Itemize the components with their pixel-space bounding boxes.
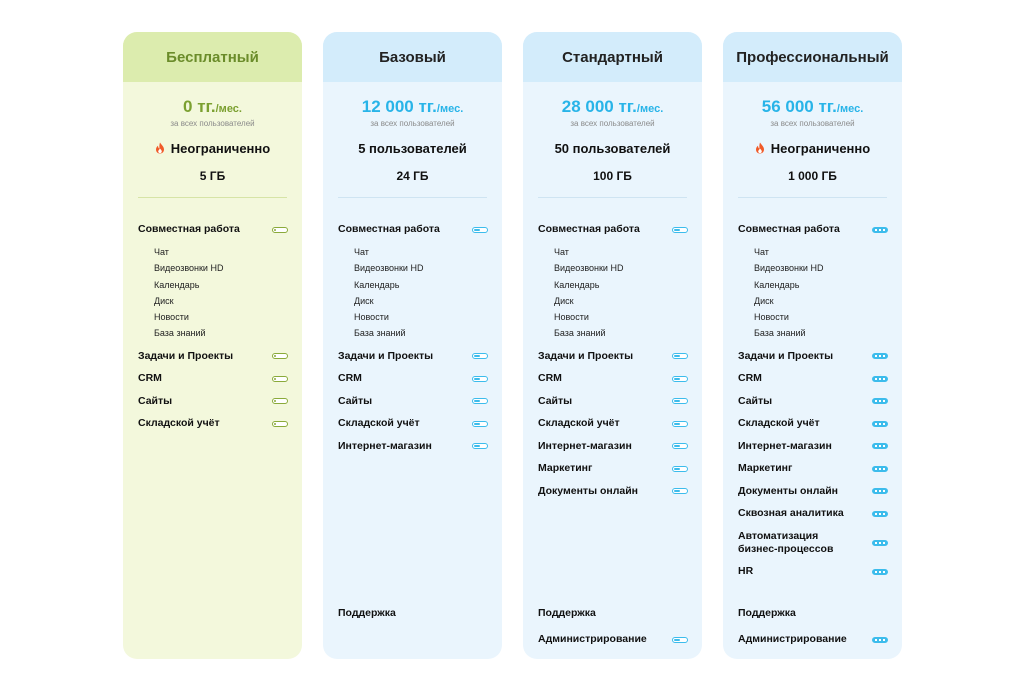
- collab-subfeatures: [354, 244, 488, 342]
- subfeature-item: Видеозвонки HD: [154, 263, 224, 274]
- feature-list: [538, 223, 688, 498]
- feature-label: Документы онлайн: [538, 484, 639, 497]
- feature-item: [738, 485, 888, 498]
- subfeature-item: Чат: [554, 247, 569, 257]
- feature-label: CRM: [538, 372, 562, 385]
- level-toggle-icon: [872, 421, 888, 427]
- plan-users: [323, 139, 502, 157]
- feature-label: Сайты: [738, 394, 773, 407]
- feature-label: Совместная работа: [338, 223, 440, 235]
- level-toggle-icon: [872, 466, 888, 472]
- level-toggle-icon: [872, 227, 888, 233]
- plan-free: [123, 32, 302, 659]
- price-note: за всех пользователей: [170, 119, 255, 128]
- feature-item: [338, 417, 488, 430]
- subfeature-item: Диск: [754, 295, 774, 306]
- level-toggle-icon: [872, 637, 888, 643]
- feature-item: [538, 350, 688, 363]
- price-value: 28 000 тг.: [561, 97, 637, 116]
- feature-label: Интернет-магазин: [738, 439, 832, 452]
- plan-price: [523, 98, 702, 118]
- feature-item: [538, 417, 688, 430]
- level-toggle-icon: [272, 421, 288, 427]
- level-toggle-icon: [872, 398, 888, 404]
- level-toggle-icon: [272, 376, 288, 382]
- plan-professional: [723, 32, 902, 659]
- divider: [138, 197, 287, 198]
- feature-collab: [538, 223, 688, 236]
- level-toggle-icon: [272, 398, 288, 404]
- feature-item: [338, 372, 488, 385]
- subfeature-item: Видеозвонки HD: [354, 263, 424, 274]
- level-toggle-icon: [872, 376, 888, 382]
- feature-label: Сайты: [138, 394, 173, 407]
- subfeature-item: Диск: [154, 295, 174, 306]
- feature-label: Поддержка: [738, 607, 796, 619]
- subfeature-item: База знаний: [354, 328, 406, 339]
- level-toggle-icon: [872, 443, 888, 449]
- plan-storage: 5 ГБ: [199, 169, 226, 183]
- feature-label: Задачи и Проекты: [138, 349, 234, 362]
- subfeature-item: База знаний: [754, 328, 806, 339]
- plan-users: [723, 139, 902, 157]
- feature-item: [138, 417, 288, 430]
- feature-label: Автоматизация бизнес-процессов: [738, 529, 834, 555]
- subfeature-item: Видеозвонки HD: [754, 263, 824, 274]
- subfeature-item: Диск: [554, 295, 574, 306]
- feature-label: Складской учёт: [338, 417, 420, 430]
- level-toggle-icon: [672, 353, 688, 359]
- plan-title: Профессиональный: [723, 32, 902, 82]
- users-label: Неограниченно: [770, 140, 871, 156]
- feature-item: [138, 350, 288, 363]
- users-label: Неограниченно: [170, 140, 271, 156]
- feature-item: [138, 395, 288, 408]
- feature-label: CRM: [738, 372, 762, 385]
- feature-item: [738, 530, 888, 556]
- subfeature-item: Новости: [554, 312, 589, 323]
- level-toggle-icon: [672, 227, 688, 233]
- feature-item: [738, 395, 888, 408]
- price-note: за всех пользователей: [570, 119, 655, 128]
- price-unit: /мес.: [836, 103, 864, 115]
- level-toggle-icon: [872, 569, 888, 575]
- level-toggle-icon: [472, 376, 488, 382]
- price-unit: /мес.: [215, 103, 242, 115]
- feature-label: CRM: [338, 372, 362, 385]
- level-toggle-icon: [272, 227, 288, 233]
- level-toggle-icon: [872, 488, 888, 494]
- feature-item: [538, 440, 688, 453]
- feature-item: [538, 372, 688, 385]
- level-toggle-icon: [672, 443, 688, 449]
- feature-label: Задачи и Проекты: [738, 349, 834, 362]
- collab-subfeatures: [154, 244, 288, 342]
- feature-label: Совместная работа: [738, 223, 840, 235]
- level-toggle-icon: [472, 443, 488, 449]
- feature-label: Совместная работа: [138, 223, 240, 235]
- feature-admin: [538, 633, 688, 646]
- feature-item: [738, 462, 888, 475]
- price-value: 0 тг.: [183, 97, 216, 116]
- price-unit: /мес.: [636, 103, 664, 115]
- collab-subfeatures: [554, 244, 688, 342]
- level-toggle-icon: [672, 398, 688, 404]
- feature-item: [738, 565, 888, 578]
- feature-list: [338, 223, 488, 453]
- subfeature-item: Диск: [354, 295, 374, 306]
- fire-icon: [155, 142, 165, 154]
- feature-label: Сайты: [538, 394, 573, 407]
- users-label: 5 пользователей: [358, 140, 467, 156]
- feature-label: Сайты: [338, 394, 373, 407]
- feature-label: Поддержка: [338, 607, 396, 619]
- feature-label: Администрирование: [738, 633, 847, 645]
- subfeature-item: Видеозвонки HD: [554, 263, 624, 274]
- feature-support: [338, 607, 488, 620]
- level-toggle-icon: [872, 511, 888, 517]
- feature-item: [338, 350, 488, 363]
- plan-price: [723, 98, 902, 118]
- divider: [738, 197, 887, 198]
- plan-storage: 1 000 ГБ: [788, 169, 837, 183]
- feature-list: [738, 223, 888, 578]
- feature-label: Складской учёт: [138, 417, 220, 430]
- feature-item: [338, 440, 488, 453]
- support-list: [538, 607, 688, 646]
- feature-label: Сквозная аналитика: [738, 507, 844, 520]
- feature-item: [738, 372, 888, 385]
- feature-label: Задачи и Проекты: [538, 349, 634, 362]
- feature-collab: [738, 223, 888, 236]
- subfeature-item: Календарь: [154, 279, 200, 290]
- feature-label: Маркетинг: [538, 462, 593, 475]
- level-toggle-icon: [672, 421, 688, 427]
- feature-item: [738, 507, 888, 520]
- subfeature-item: Чат: [154, 247, 169, 257]
- level-toggle-icon: [472, 421, 488, 427]
- subfeature-item: Календарь: [554, 279, 600, 290]
- pricing-plans: [123, 32, 902, 659]
- feature-item: [538, 395, 688, 408]
- feature-item: [738, 440, 888, 453]
- feature-item: [138, 372, 288, 385]
- feature-collab: [138, 223, 288, 236]
- feature-item: [738, 350, 888, 363]
- subfeature-item: Чат: [754, 247, 769, 257]
- feature-label: CRM: [138, 372, 162, 385]
- users-label: 50 пользователей: [554, 140, 671, 156]
- feature-list: [138, 223, 288, 430]
- level-toggle-icon: [672, 466, 688, 472]
- feature-collab: [338, 223, 488, 236]
- feature-label: Поддержка: [538, 607, 596, 619]
- feature-label: Совместная работа: [538, 223, 640, 235]
- feature-item: [738, 417, 888, 430]
- feature-item: [538, 462, 688, 475]
- feature-label: Задачи и Проекты: [338, 349, 434, 362]
- feature-label: Интернет-магазин: [338, 439, 432, 452]
- level-toggle-icon: [872, 353, 888, 359]
- plan-basic: [323, 32, 502, 659]
- plan-price: [323, 98, 502, 118]
- fire-icon: [755, 142, 765, 154]
- level-toggle-icon: [672, 637, 688, 643]
- level-toggle-icon: [472, 398, 488, 404]
- divider: [338, 197, 487, 198]
- plan-storage: 24 ГБ: [396, 169, 429, 183]
- feature-label: Складской учёт: [538, 417, 620, 430]
- price-note: за всех пользователей: [370, 119, 455, 128]
- feature-item: [538, 485, 688, 498]
- price-value: 12 000 тг.: [361, 97, 437, 116]
- plan-standard: [523, 32, 702, 659]
- subfeature-item: Новости: [354, 312, 389, 323]
- collab-subfeatures: [754, 244, 888, 342]
- plan-title: Бесплатный: [123, 32, 302, 82]
- price-value: 56 000 тг.: [761, 97, 837, 116]
- level-toggle-icon: [872, 540, 888, 546]
- plan-price: [123, 98, 302, 118]
- price-unit: /мес.: [436, 103, 464, 115]
- feature-label: HR: [738, 565, 754, 578]
- plan-title: Базовый: [323, 32, 502, 82]
- subfeature-item: База знаний: [154, 328, 206, 339]
- plan-title: Стандартный: [523, 32, 702, 82]
- plan-users: [523, 139, 702, 157]
- feature-admin: [738, 633, 888, 646]
- subfeature-item: Календарь: [354, 279, 400, 290]
- subfeature-item: Чат: [354, 247, 369, 257]
- price-note: за всех пользователей: [770, 119, 855, 128]
- feature-support: [538, 607, 688, 620]
- subfeature-item: База знаний: [554, 328, 606, 339]
- level-toggle-icon: [472, 227, 488, 233]
- level-toggle-icon: [272, 353, 288, 359]
- feature-label: Маркетинг: [738, 462, 793, 475]
- support-list: [738, 607, 888, 646]
- support-list: [338, 607, 488, 620]
- subfeature-item: Календарь: [754, 279, 800, 290]
- feature-support: [738, 607, 888, 620]
- feature-label: Интернет-магазин: [538, 439, 632, 452]
- feature-item: [338, 395, 488, 408]
- plan-users: [123, 139, 302, 157]
- subfeature-item: Новости: [154, 312, 189, 323]
- level-toggle-icon: [672, 488, 688, 494]
- feature-label: Складской учёт: [738, 417, 820, 430]
- plan-storage: 100 ГБ: [593, 169, 632, 183]
- divider: [538, 197, 687, 198]
- level-toggle-icon: [472, 353, 488, 359]
- subfeature-item: Новости: [754, 312, 789, 323]
- feature-label: Администрирование: [538, 633, 647, 645]
- feature-label: Документы онлайн: [738, 484, 839, 497]
- level-toggle-icon: [672, 376, 688, 382]
